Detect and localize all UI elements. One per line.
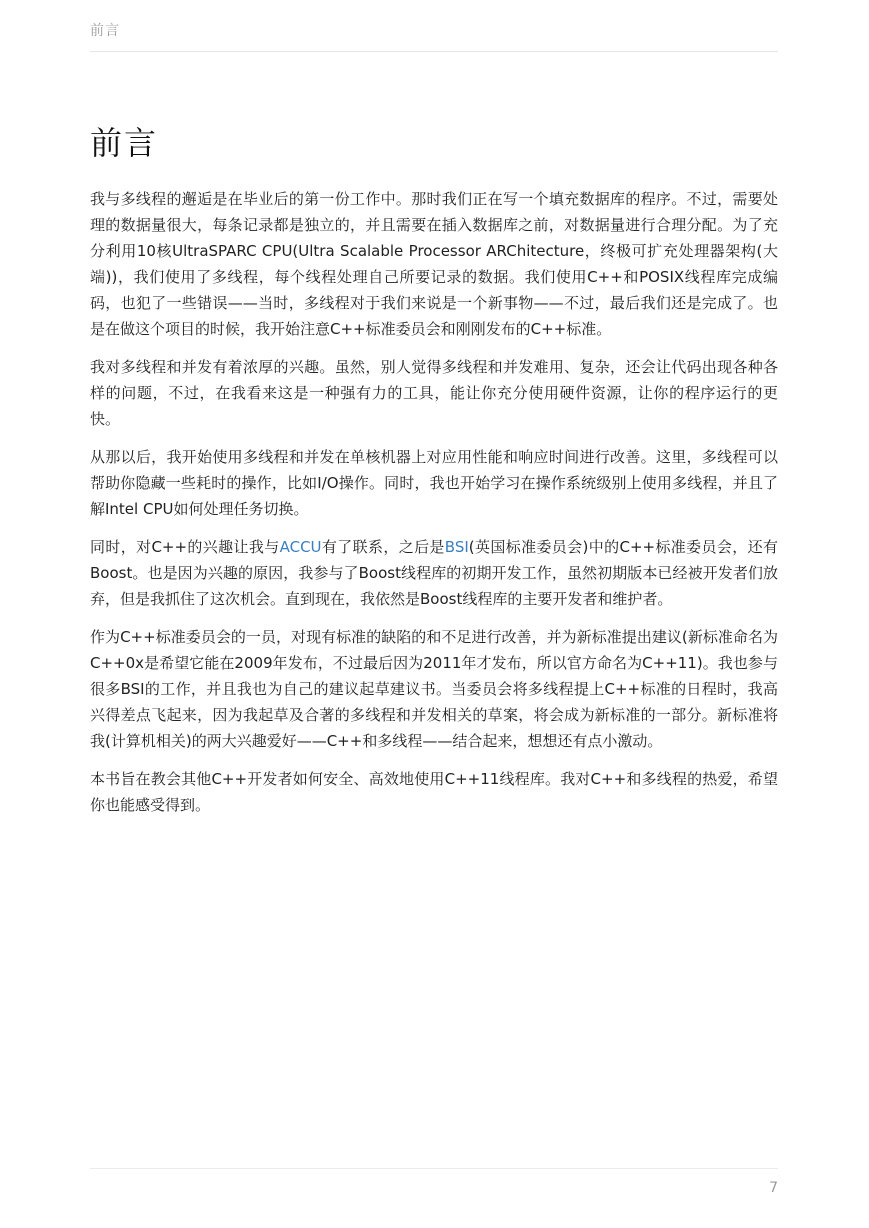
paragraph-2: 我对多线程和并发有着浓厚的兴趣。虽然，别人觉得多线程和并发难用、复杂，还会让代码出现各种各样的问题，不过，在我看来这是一种强有力的工具，能让你充分使用硬件资源，让你的程序运行的更快。 — [90, 358, 778, 428]
running-header-title: 前言 — [90, 23, 120, 39]
bsi-link[interactable]: BSI — [444, 538, 469, 556]
accu-link[interactable]: ACCU — [279, 538, 322, 556]
paragraph-5: 作为C++标准委员会的一员，对现有标准的缺陷的和不足进行改善，并为新标准提出建议(新标准命名为C++0x是希望它能在2009年发布，不过最后因为2011年才发布，所以官方命名为C++11)。我也参与很多BSI的工作，并且我也为自己的建议起草建议书。当委员会将多线程提上C++标准的日程时，我高兴得差点飞起来，因为我起草及合著的多线程和并发相关的草案，将会成为新标准的一部分。新标准将我(计算机相关)的两大兴趣爱好——C++和多线程——结合起来，想想还有点小激动。 — [90, 628, 778, 750]
paragraph-4-text-2: 有了联系，之后是 — [321, 538, 445, 556]
paragraph-4-text-1: 同时，对C++的兴趣让我与 — [90, 538, 280, 556]
paragraph-3: 从那以后，我开始使用多线程和并发在单核机器上对应用性能和响应时间进行改善。这里，多线程可以帮助你隐藏一些耗时的操作，比如I/O操作。同时，我也开始学习在操作系统级别上使用多线程，并且了解Intel CPU如何处理任务切换。 — [90, 448, 778, 518]
paragraph-6: 本书旨在教会其他C++开发者如何安全、高效地使用C++11线程库。我对C++和多线程的热爱，希望你也能感受得到。 — [90, 770, 778, 814]
paragraph-4 — [90, 534, 778, 612]
chapter-title: 前言 — [90, 124, 159, 162]
paragraph-4-text-3: (英国标准委员会)中的C++标准委员会，还有Boost。也是因为兴趣的原因，我参与了Boost线程库的初期开发工作，虽然初期版本已经被开发者们放弃，但是我抓住了这次机会。直到现在，我依然是Boost线程库的主要开发者和维护者。 — [90, 538, 778, 608]
chapter-body — [90, 186, 778, 830]
page-number: 7 — [769, 1180, 778, 1196]
header-divider — [90, 51, 778, 52]
paragraph-1: 我与多线程的邂逅是在毕业后的第一份工作中。那时我们正在写一个填充数据库的程序。不过，需要处理的数据量很大，每条记录都是独立的，并且需要在插入数据库之前，对数据量进行合理分配。为了充分利用10核UltraSPARC CPU(Ultra Scalable Processor ARChitecture，终极可扩充处理器架构(大端))，我们使用了多线程，每个线程处理自己所要记录的数据。我们使用C++和POSIX线程库完成编码，也犯了一些错误——当时，多线程对于我们来说是一个新事物——不过，最后我们还是完成了。也是在做这个项目的时候，我开始注意C++标准委员会和刚刚发布的C++标准。 — [90, 190, 778, 338]
footer-divider — [90, 1168, 778, 1169]
